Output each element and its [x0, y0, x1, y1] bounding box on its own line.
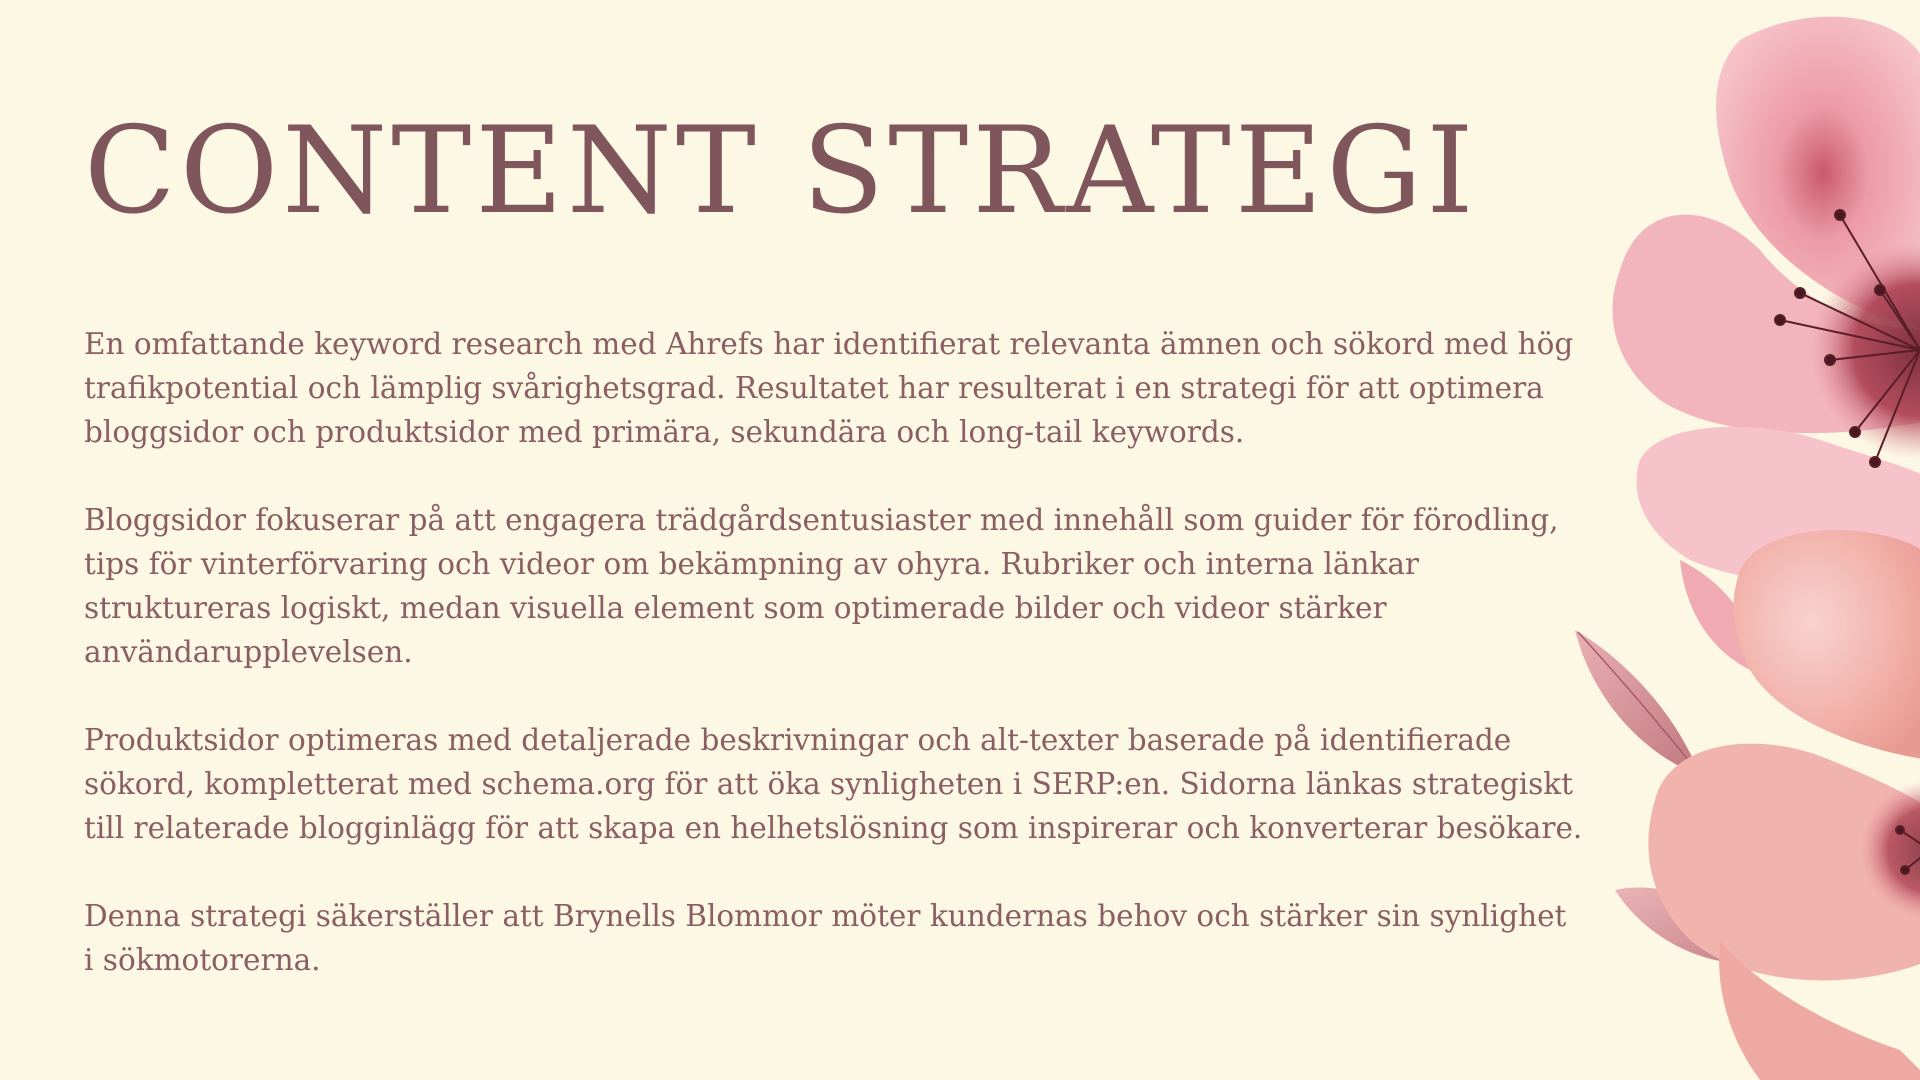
paragraph-produktsidor: Produktsidor optimeras med detaljerade beskrivningar och alt-texter baserade på identifierade sökord, kompletterat med schema.org för att öka synligheten i SERP:en. Sidorna länkas strategiskt till relaterade blogginlägg för att skapa en helhetslösning som inspirerar och konverterar besökare. [84, 723, 1583, 845]
slide-title: CONTENT STRATEGI [84, 102, 1478, 241]
paragraph-keyword-research: En omfattande keyword research med Ahrefs har identifierat relevanta ämnen och sökord med hög trafikpotential och lämplig svårighetsgrad. Resultatet har resulterat i en strategi för att optimera bloggsidor och produktsidor med primära, sekundära och long-tail keywords. [84, 327, 1574, 449]
slide-body [84, 322, 1584, 1026]
paragraph-bloggsidor: Bloggsidor fokuserar på att engagera trädgårdsentusiaster med innehåll som guider för förodling, tips för vinterförvaring och videor om bekämpning av ohyra. Rubriker och interna länkar struktureras logiskt, medan visuella element som optimerade bilder och videor stärker användarupplevelsen. [84, 503, 1559, 669]
watercolor-flowers-illustration [1460, 0, 1920, 1080]
bottom-flower-icon [1648, 530, 1920, 1080]
paragraph-conclusion: Denna strategi säkerställer att Brynells Blommor möter kundernas behov och stärker sin synlighet i sökmotorerna. [84, 899, 1567, 977]
